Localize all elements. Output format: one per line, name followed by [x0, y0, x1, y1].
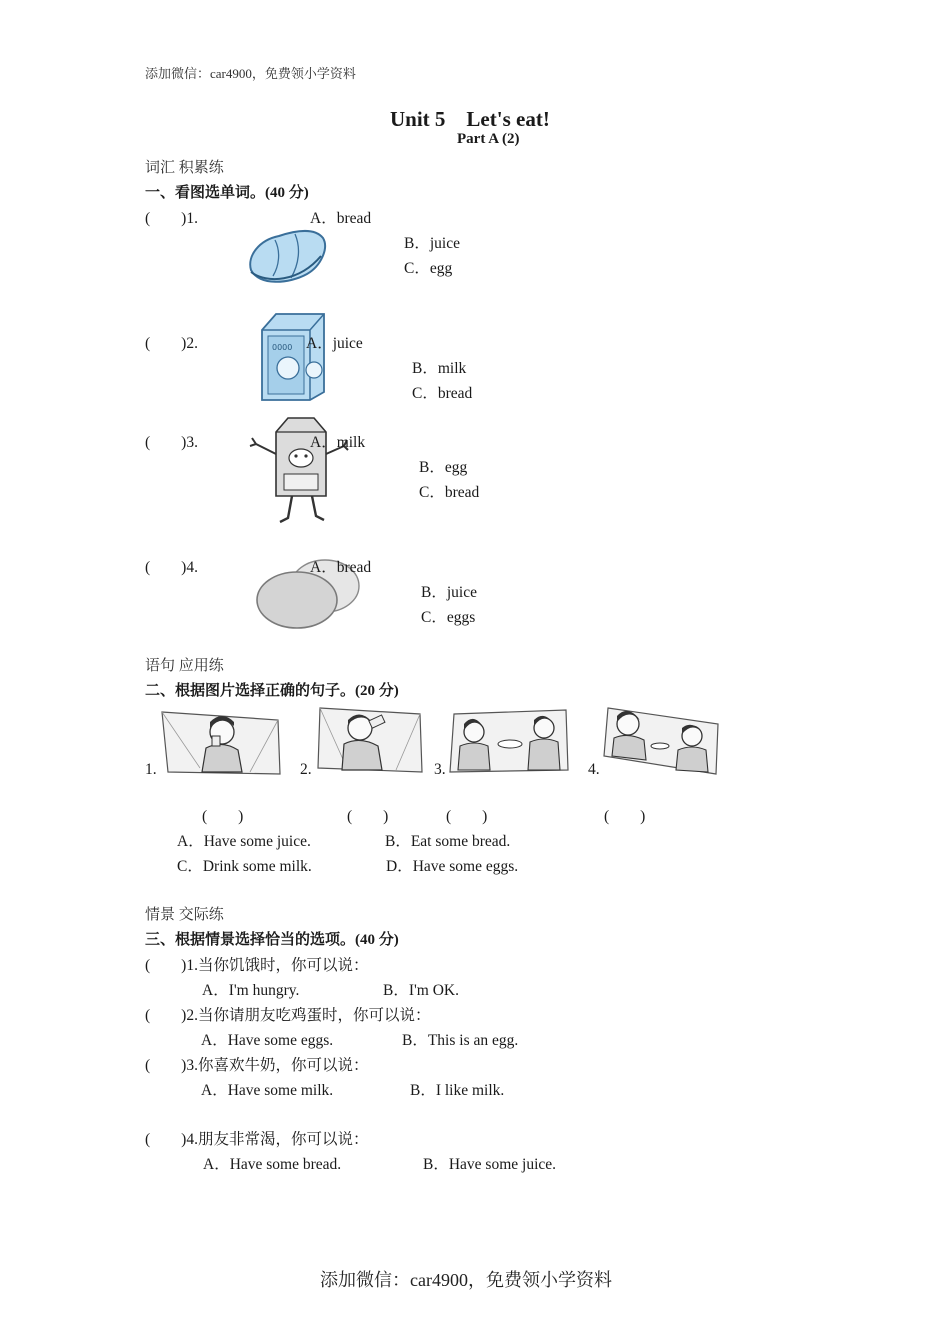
option-b[interactable]: B．I like milk.	[410, 1082, 505, 1099]
option-a[interactable]: A．Have some bread.	[203, 1156, 342, 1173]
bread-illustration	[245, 226, 327, 288]
section-category-vocabulary: 词汇 积累练	[145, 160, 224, 176]
option-c[interactable]: C．Drink some milk.	[177, 858, 312, 875]
option-b[interactable]: B．Have some juice.	[423, 1156, 557, 1173]
answer-blank[interactable]: ( )	[347, 808, 389, 825]
option-b[interactable]: B．milk	[412, 360, 467, 377]
question-number[interactable]: ( )1.	[145, 210, 198, 227]
option-b[interactable]: B．juice	[404, 235, 460, 252]
option-b[interactable]: B．juice	[421, 584, 477, 601]
option-c[interactable]: C．bread	[412, 385, 473, 402]
question-number[interactable]: ( )3.	[145, 434, 198, 451]
option-c[interactable]: C．bread	[419, 484, 480, 501]
option-d[interactable]: D．Have some eggs.	[386, 858, 519, 875]
picture-label: 3.	[434, 761, 446, 778]
option-c[interactable]: C．egg	[404, 260, 453, 277]
answer-blank[interactable]: ( )	[202, 808, 244, 825]
question-text[interactable]: ( )3.你喜欢牛奶，你可以说：	[145, 1057, 369, 1074]
option-b[interactable]: B．I'm OK.	[383, 982, 459, 999]
answer-blank[interactable]: ( )	[446, 808, 488, 825]
picture-label: 1.	[145, 761, 157, 778]
option-a[interactable]: A．Have some juice.	[177, 833, 311, 850]
girl-drinking-scene-illustration	[160, 708, 282, 776]
option-b[interactable]: B．Eat some bread.	[385, 833, 511, 850]
question-number[interactable]: ( )4.	[145, 559, 198, 576]
option-a[interactable]: A．Have some eggs.	[201, 1032, 334, 1049]
section-category-sentence: 语句 应用练	[145, 658, 224, 674]
section-heading-1: 一、看图选单词。(40 分)	[145, 185, 309, 201]
juice-carton-illustration	[258, 310, 330, 402]
footer-note: 添加微信：car4900，免费领小学资料	[320, 1270, 612, 1290]
option-a[interactable]: A．Have some milk.	[201, 1082, 334, 1099]
option-a[interactable]: A．bread	[310, 210, 372, 227]
option-b[interactable]: B．egg	[419, 459, 468, 476]
header-note: 添加微信：car4900，免费领小学资料	[145, 66, 356, 81]
option-a[interactable]: A．milk	[310, 434, 366, 451]
question-text[interactable]: ( )1.当你饥饿时，你可以说：	[145, 957, 369, 974]
section-category-situation: 情景 交际练	[145, 907, 224, 923]
children-sharing-food-scene-illustration	[448, 708, 572, 774]
picture-label: 4.	[588, 761, 600, 778]
option-c[interactable]: C．eggs	[421, 609, 476, 626]
boy-drinking-scene-illustration	[316, 704, 426, 774]
section-heading-2: 二、根据图片选择正确的句子。(20 分)	[145, 683, 399, 699]
page-subtitle: Part A (2)	[457, 131, 520, 147]
page-title: Unit 5 Let's eat!	[390, 107, 550, 131]
answer-blank[interactable]: ( )	[604, 808, 646, 825]
children-offering-food-scene-illustration	[600, 704, 722, 776]
svg-text:0000: 0000	[272, 343, 293, 352]
question-number[interactable]: ( )2.	[145, 335, 198, 352]
section-heading-3: 三、根据情景选择恰当的选项。(40 分)	[145, 932, 399, 948]
question-text[interactable]: ( )2.当你请朋友吃鸡蛋时，你可以说：	[145, 1007, 431, 1024]
question-text[interactable]: ( )4.朋友非常渴，你可以说：	[145, 1131, 369, 1148]
option-a[interactable]: A．bread	[310, 559, 372, 576]
picture-label: 2.	[300, 761, 312, 778]
option-a[interactable]: A．juice	[306, 335, 363, 352]
option-a[interactable]: A．I'm hungry.	[202, 982, 300, 999]
option-b[interactable]: B．This is an egg.	[402, 1032, 519, 1049]
